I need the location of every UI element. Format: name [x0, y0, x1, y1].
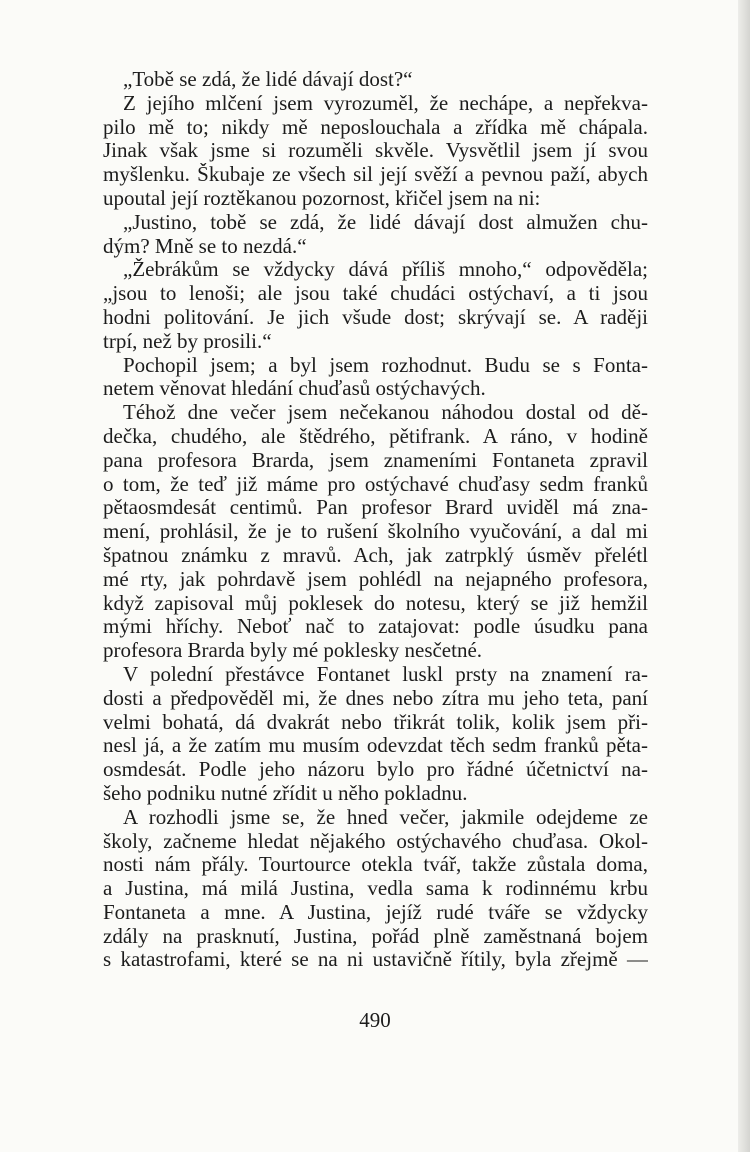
text-line: hodni politování. Je jich všude dost; skrývají se. A raději: [103, 305, 648, 329]
text-line: Téhož dne večer jsem nečekanou náhodou dostal od dě-: [123, 401, 648, 425]
text-line: upoutal její roztěkanou pozornost, křičel jsem na ni:: [103, 186, 541, 210]
text-line: Jinak však jsme si rozuměli skvěle. Vysvětlil jsem jí svou: [103, 139, 648, 163]
text-line: dečka, chudého, ale štědrého, pětifrank. A ráno, v hodině: [103, 424, 648, 448]
body-text: [103, 68, 648, 972]
text-line: osmdesát. Podle jeho názoru bylo pro řádné účetnictví na-: [103, 758, 648, 782]
text-line: pětaosmdesát centimů. Pan profesor Brard uviděl má zna-: [103, 496, 648, 520]
text-line: zdály na prasknutí, Justina, pořád plně zaměstnaná bojem: [103, 924, 648, 948]
text-line: pilo mě to; nikdy mě neposlouchala a zřídka mě chápala.: [103, 115, 648, 139]
text-line: velmi bohatá, dá dvakrát nebo třikrát tolik, kolik jsem při-: [103, 710, 648, 734]
text-line: školy, začneme hledat nějakého ostýchavého chuďasa. Okol-: [103, 829, 648, 853]
text-line: „Žebrákům se vždycky dává příliš mnoho,“ odpověděla;: [123, 258, 648, 282]
text-line: Fontaneta a mne. A Justina, jejíž rudé tváře se vždycky: [103, 900, 648, 924]
text-line: A rozhodli jsme se, že hned večer, jakmile odejdeme ze: [123, 805, 648, 829]
text-line: když zapisoval můj poklesek do notesu, který se již hemžil: [103, 591, 648, 615]
text-line: „jsou to lenoši; ale jsou také chudáci ostýchaví, a ti jsou: [103, 282, 648, 306]
text-line: mými hříchy. Neboť nač to zatajovat: podle úsudku pana: [103, 615, 648, 639]
text-line: šeho podniku nutné zřídit u něho pokladnu.: [103, 781, 468, 805]
text-line: dým? Mně se to nezdá.“: [103, 234, 307, 258]
text-line: mení, prohlásil, že je to rušení školního vyučování, a dal mi: [103, 520, 648, 544]
text-line: nesl já, a že zatím mu musím odevzdat těch sedm franků pěta-: [103, 734, 648, 758]
text-line: dosti a předpověděl mi, že dnes nebo zítra mu jeho teta, paní: [103, 686, 648, 710]
text-line: o tom, že teď již máme pro ostýchavé chuďasy sedm franků: [103, 472, 648, 496]
text-line: pana profesora Brarda, jsem znameními Fontaneta zpravil: [103, 448, 648, 472]
text-line: V polední přestávce Fontanet luskl prsty na znamení ra-: [123, 662, 648, 686]
text-line: mé rty, jak pohrdavě jsem pohlédl na nejapného profesora,: [103, 567, 648, 591]
text-line: špatnou známku z mravů. Ach, jak zatrpklý úsměv přelétl: [103, 543, 648, 567]
text-line: Z jejího mlčení jsem vyrozuměl, že nechápe, a nepřekva-: [123, 91, 648, 115]
text-line: „Justino, tobě se zdá, že lidé dávají dost almužen chu-: [123, 210, 648, 234]
text-line: myšlenku. Škubaje ze všech sil její svěží a pevnou paží, abych: [103, 163, 648, 187]
page-number: 490: [359, 1008, 391, 1032]
page-edge-shadow: [738, 0, 750, 1152]
text-line: nosti nám přály. Tourtource otekla tvář, takže zůstala doma,: [103, 853, 648, 877]
text-line: profesora Brarda byly mé poklesky nesčetné.: [103, 639, 483, 663]
text-line: a Justina, má milá Justina, vedla sama k rodinnému krbu: [103, 877, 648, 901]
text-line: trpí, než by prosili.“: [103, 329, 272, 353]
text-line: s katastrofami, které se na ni ustavičně řítily, byla zřejmě —: [103, 948, 648, 972]
text-line: netem věnovat hledání chuďasů ostýchavých.: [103, 377, 486, 401]
text-line: „Tobě se zdá, že lidé dávají dost?“: [123, 68, 413, 91]
text-line: Pochopil jsem; a byl jsem rozhodnut. Budu se s Fonta-: [123, 353, 648, 377]
